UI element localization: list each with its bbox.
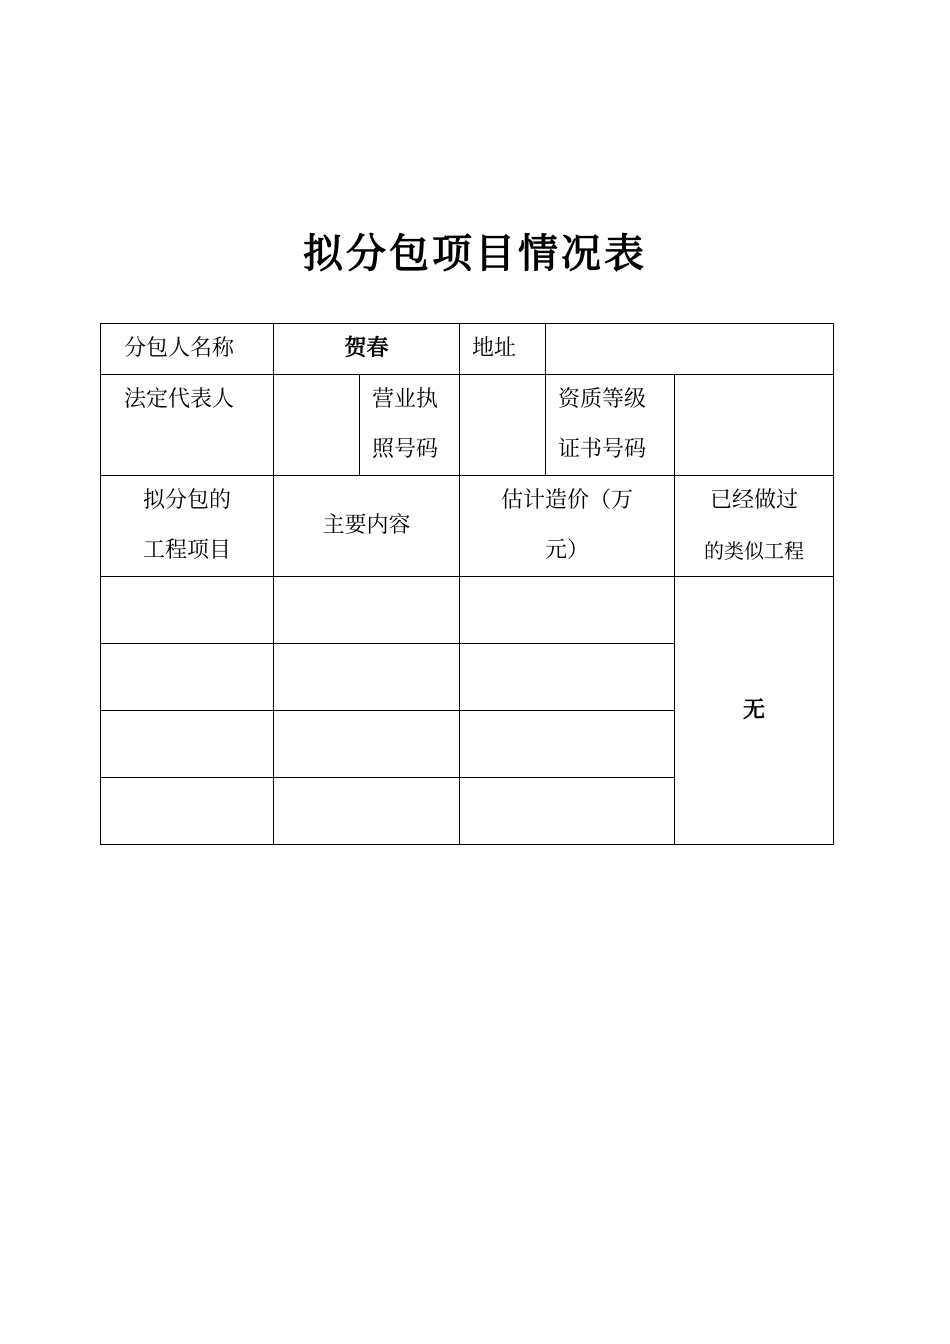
row2-content-cell[interactable] — [274, 644, 460, 711]
row2-project-cell[interactable] — [101, 644, 274, 711]
subcontractor-name-label: 分包人名称 — [101, 324, 274, 375]
license-label-line2: 照号码 — [372, 437, 439, 462]
subcontract-table — [100, 323, 834, 845]
row4-cost-cell[interactable] — [460, 778, 675, 845]
qualification-label-line1: 资质等级 — [558, 387, 647, 412]
row2-cost-cell[interactable] — [460, 644, 675, 711]
similar-projects-header-line2: 的类似工程 — [704, 539, 805, 563]
similar-projects-value[interactable]: 无 — [675, 577, 834, 845]
row3-project-cell[interactable] — [101, 711, 274, 778]
row1-cost-cell[interactable] — [460, 577, 675, 644]
project-header — [101, 476, 274, 577]
page-title: 拟分包项目情况表 — [303, 231, 647, 277]
cost-header — [460, 476, 675, 577]
row4-project-cell[interactable] — [101, 778, 274, 845]
address-label: 地址 — [460, 324, 546, 375]
project-header-line2: 工程项目 — [142, 538, 231, 563]
cost-header-line2: 元） — [545, 538, 590, 563]
row1-project-cell[interactable] — [101, 577, 274, 644]
cost-header-line1: 估计造价（万 — [501, 488, 634, 513]
similar-projects-header-line1: 已经做过 — [710, 488, 799, 513]
address-value[interactable] — [546, 324, 834, 375]
row1-content-cell[interactable] — [274, 577, 460, 644]
row4-content-cell[interactable] — [274, 778, 460, 845]
license-value[interactable] — [460, 375, 546, 476]
license-label — [360, 375, 460, 476]
row3-content-cell[interactable] — [274, 711, 460, 778]
legal-rep-label: 法定代表人 — [101, 375, 274, 476]
similar-projects-header — [675, 476, 834, 577]
row3-cost-cell[interactable] — [460, 711, 675, 778]
license-label-line1: 营业执 — [372, 387, 439, 412]
legal-rep-value[interactable] — [274, 375, 360, 476]
qualification-label — [546, 375, 675, 476]
project-header-line1: 拟分包的 — [142, 488, 231, 513]
qualification-value[interactable] — [675, 375, 834, 476]
subcontractor-name-value[interactable]: 贺春 — [274, 324, 460, 375]
qualification-label-line2: 证书号码 — [558, 437, 647, 462]
main-content-header: 主要内容 — [274, 476, 460, 577]
